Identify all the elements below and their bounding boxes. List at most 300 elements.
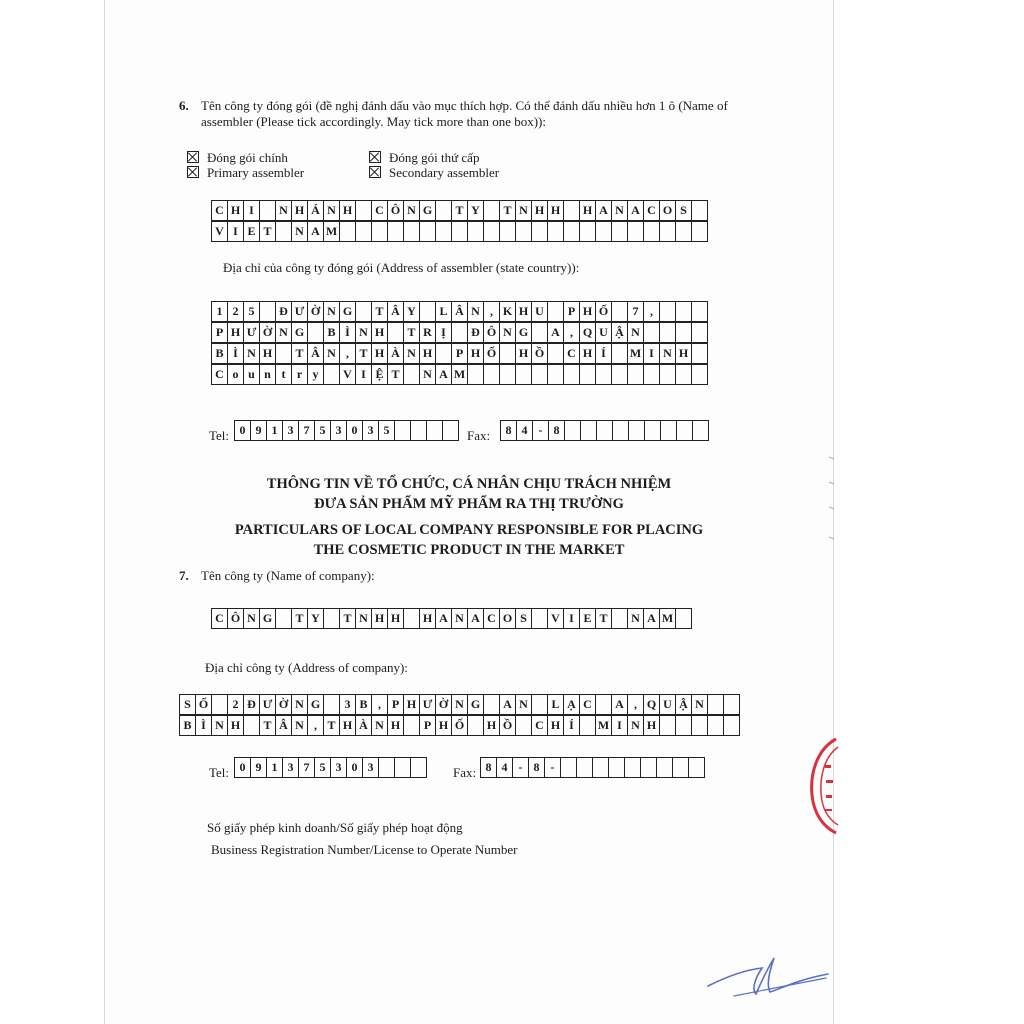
char-cell: - [544,757,561,778]
char-cell: Đ [467,322,484,343]
char-cell: O [499,608,516,629]
char-cell [644,420,661,441]
char-cell: H [675,343,692,364]
char-cell: I [643,343,660,364]
char-cell: T [499,200,516,221]
char-cell [675,221,692,242]
section-7-number: 7. [179,568,189,583]
heading-en-line2: THE COSMETIC PRODUCT IN THE MARKET [313,542,625,558]
char-cell [531,608,548,629]
char-cell: Ồ [499,715,516,736]
char-cell [592,757,609,778]
assembler-address-row-4[interactable] [212,364,708,385]
checked-box-icon[interactable] [187,151,199,163]
char-cell [410,420,427,441]
char-cell: 0 [234,757,251,778]
char-cell: , [643,301,660,322]
char-cell [595,221,612,242]
char-cell: Ô [387,200,404,221]
char-cell: N [627,608,644,629]
char-cell: E [579,608,596,629]
char-cell [451,221,468,242]
char-cell: B [355,694,372,715]
company-address-label: Địa chỉ công ty (Address of company): [205,660,408,675]
char-cell: T [323,715,340,736]
char-cell: H [387,608,404,629]
char-cell: H [483,715,500,736]
char-cell: N [355,322,372,343]
char-cell: t [275,364,292,385]
char-cell: N [451,608,468,629]
primary-assembler-option-en[interactable]: Primary assembler [187,165,304,181]
char-cell: I [611,715,628,736]
char-cell [483,364,500,385]
char-cell [611,364,628,385]
char-cell [547,301,564,322]
char-cell [723,715,740,736]
char-cell: H [291,200,308,221]
char-cell [371,221,388,242]
char-cell: T [291,608,308,629]
char-cell: 9 [250,420,267,441]
char-cell: C [211,608,228,629]
char-cell: P [563,301,580,322]
char-cell: 7 [298,420,315,441]
char-cell: 8 [528,757,545,778]
char-cell: H [371,608,388,629]
char-cell: H [403,694,420,715]
assembler-address-row-3[interactable] [212,343,708,364]
char-cell: B [211,343,228,364]
char-cell: Ờ [259,322,276,343]
char-cell [611,221,628,242]
company-address-row-2[interactable] [180,715,740,736]
char-cell [595,694,612,715]
char-cell: N [211,715,228,736]
char-cell [323,608,340,629]
char-cell: , [339,343,356,364]
char-cell: N [323,301,340,322]
char-cell [611,608,628,629]
section-7-title: Tên công ty (Name of company): [201,568,375,583]
primary-assembler-option[interactable]: Đóng gói chính [187,150,288,166]
char-cell: Ậ [675,694,692,715]
char-cell: M [451,364,468,385]
license-label-vi: Số giấy phép kinh doanh/Số giấy phép hoạt động [207,820,463,835]
char-cell: Â [387,301,404,322]
char-cell: Y [307,608,324,629]
assembler-name-row-2[interactable] [212,221,708,242]
char-cell [595,364,612,385]
company-tel-field[interactable] [235,757,427,778]
char-cell: r [291,364,308,385]
char-cell [426,420,443,441]
char-cell [339,221,356,242]
char-cell: Ị [435,322,452,343]
char-cell: N [355,608,372,629]
char-cell [659,715,676,736]
char-cell: Ư [243,322,260,343]
char-cell: N [627,715,644,736]
char-cell: N [515,200,532,221]
assembler-tel-field[interactable] [235,420,459,441]
char-cell: N [371,715,388,736]
char-cell: A [627,200,644,221]
char-cell: , [563,322,580,343]
char-cell [627,364,644,385]
assembler-tel-label: Tel: [209,428,230,443]
char-cell: P [419,715,436,736]
char-cell: H [547,200,564,221]
char-cell: 1 [266,420,283,441]
char-cell: 3 [330,420,347,441]
section-6-title-line2: assembler (Please tick accordingly. May tick more than one box)): [201,114,546,129]
checked-box-icon[interactable] [187,166,199,178]
section-6-title-line1: Tên công ty đóng gói (đề nghị đánh dấu vào mục thích hợp. Có thể đánh dấu nhiều hơn 1 ô (Name of [201,98,728,113]
char-cell [612,420,629,441]
char-cell: 8 [480,757,497,778]
char-cell [691,364,708,385]
char-cell [355,221,372,242]
char-cell: G [515,322,532,343]
char-cell: T [259,715,276,736]
char-cell: 0 [234,420,251,441]
assembler-fax-field[interactable] [501,420,709,441]
char-cell [419,301,436,322]
char-cell: N [291,694,308,715]
char-cell [560,757,577,778]
char-cell [378,757,395,778]
char-cell: C [531,715,548,736]
char-cell: H [515,301,532,322]
company-fax-field[interactable] [481,757,705,778]
char-cell [547,364,564,385]
char-cell: H [515,343,532,364]
char-cell: S [515,608,532,629]
char-cell: 3 [339,694,356,715]
char-cell: H [371,322,388,343]
char-cell: H [339,200,356,221]
char-cell: M [323,221,340,242]
char-cell [672,757,689,778]
char-cell: H [419,343,436,364]
char-cell [707,715,724,736]
edge-marks-icon [826,452,836,572]
char-cell: H [579,343,596,364]
char-cell [656,757,673,778]
char-cell: H [227,715,244,736]
char-cell [387,221,404,242]
char-cell: C [211,200,228,221]
char-cell: N [243,608,260,629]
char-cell [515,364,532,385]
char-cell: Ố [195,694,212,715]
char-cell [499,221,516,242]
char-cell: , [483,301,500,322]
char-cell [307,322,324,343]
char-cell: N [611,200,628,221]
char-cell [611,301,628,322]
char-cell [515,221,532,242]
char-cell: N [243,343,260,364]
char-cell [707,694,724,715]
char-cell: Ờ [275,694,292,715]
char-cell: A [435,608,452,629]
char-cell: N [403,200,420,221]
char-cell [419,221,436,242]
char-cell [435,343,452,364]
char-cell: Ồ [531,343,548,364]
signature-icon [704,950,834,1005]
char-cell: N [499,322,516,343]
assembler-name-row-1[interactable] [212,200,708,221]
char-cell: H [547,715,564,736]
char-cell [211,694,228,715]
char-cell: 7 [627,301,644,322]
char-cell [403,715,420,736]
char-cell: H [579,200,596,221]
char-cell [531,221,548,242]
char-cell [451,322,468,343]
char-cell: Ư [291,301,308,322]
char-cell [275,343,292,364]
assembler-address-row-2[interactable] [212,322,708,343]
char-cell: 2 [227,694,244,715]
char-cell [579,221,596,242]
char-cell: 9 [250,757,267,778]
char-cell: C [483,608,500,629]
char-cell: Ư [419,694,436,715]
char-cell [691,221,708,242]
char-cell: u [243,364,260,385]
char-cell: N [291,715,308,736]
char-cell [387,322,404,343]
char-cell: T [291,343,308,364]
company-address-row-1[interactable] [180,694,740,715]
char-cell: Y [467,200,484,221]
char-cell: H [387,715,404,736]
char-cell [579,715,596,736]
char-cell [675,715,692,736]
char-cell: Đ [243,694,260,715]
char-cell: 5 [314,757,331,778]
char-cell: G [291,322,308,343]
char-cell [580,420,597,441]
char-cell [483,200,500,221]
char-cell [643,322,660,343]
char-cell: , [627,694,644,715]
char-cell: U [531,301,548,322]
char-cell: Ì [339,322,356,343]
char-cell [675,608,692,629]
red-stamp-icon [806,735,840,835]
char-cell: Ì [227,343,244,364]
assembler-address-row-1[interactable] [212,301,708,322]
char-cell: H [579,301,596,322]
char-cell: 3 [362,757,379,778]
char-cell: Q [643,694,660,715]
company-name-row[interactable] [212,608,692,629]
char-cell [675,301,692,322]
assembler-address-label: Địa chỉ của công ty đóng gói (Address of assembler (state country)): [223,260,580,275]
char-cell: N [291,221,308,242]
char-cell: - [532,420,549,441]
char-cell: T [355,343,372,364]
char-cell: Q [579,322,596,343]
char-cell: H [467,343,484,364]
char-cell [394,757,411,778]
char-cell: 8 [548,420,565,441]
char-cell [691,343,708,364]
char-cell [692,420,709,441]
char-cell: P [211,322,228,343]
char-cell [676,420,693,441]
char-cell: T [339,608,356,629]
char-cell: À [387,343,404,364]
char-cell: 1 [266,757,283,778]
char-cell: B [179,715,196,736]
char-cell: N [323,343,340,364]
char-cell [624,757,641,778]
char-cell: U [659,694,676,715]
char-cell: N [451,694,468,715]
char-cell: T [371,301,388,322]
char-cell: G [467,694,484,715]
heading-en-line1: PARTICULARS OF LOCAL COMPANY RESPONSIBLE FOR PLACING [234,522,704,538]
char-cell: Y [403,301,420,322]
char-cell: A [467,608,484,629]
char-cell: 3 [330,757,347,778]
assembler-fax-label: Fax: [467,428,491,443]
char-cell [691,322,708,343]
char-cell [394,420,411,441]
char-cell: Ư [259,694,276,715]
char-cell: B [323,322,340,343]
char-cell: T [259,221,276,242]
char-cell: I [243,200,260,221]
company-tel-label: Tel: [209,765,230,780]
char-cell [643,364,660,385]
char-cell: M [659,608,676,629]
char-cell: C [643,200,660,221]
heading-vi-line2: ĐƯA SẢN PHẨM MỸ PHẨM RA THỊ TRƯỜNG [314,496,624,512]
license-label-en: Business Registration Number/License to Operate Number [211,842,518,857]
char-cell [442,420,459,441]
secondary-assembler-option-en[interactable]: Secondary assembler [369,165,499,181]
char-cell: H [531,200,548,221]
char-cell: 7 [298,757,315,778]
char-cell [564,420,581,441]
char-cell [323,694,340,715]
char-cell: Ì [195,715,212,736]
char-cell [576,757,593,778]
char-cell [499,364,516,385]
char-cell: N [627,322,644,343]
char-cell [483,694,500,715]
char-cell: N [691,694,708,715]
char-cell: Á [307,200,324,221]
char-cell [243,715,260,736]
char-cell: A [643,608,660,629]
char-cell: A [547,322,564,343]
char-cell: S [675,200,692,221]
char-cell [403,608,420,629]
char-cell: Ờ [307,301,324,322]
char-cell [659,322,676,343]
char-cell: N [515,694,532,715]
char-cell: Í [595,343,612,364]
char-cell: H [259,343,276,364]
char-cell [596,420,613,441]
char-cell: H [435,715,452,736]
char-cell: I [355,364,372,385]
char-cell: A [435,364,452,385]
char-cell: 3 [282,757,299,778]
char-cell: Ậ [611,322,628,343]
char-cell [403,221,420,242]
document-page [104,0,834,1024]
char-cell [531,694,548,715]
char-cell [691,715,708,736]
char-cell: V [547,608,564,629]
char-cell [275,608,292,629]
char-cell: 1 [211,301,228,322]
char-cell [515,715,532,736]
char-cell: P [451,343,468,364]
char-cell [467,715,484,736]
char-cell [355,200,372,221]
char-cell [675,322,692,343]
char-cell: I [563,608,580,629]
char-cell: A [595,200,612,221]
char-cell: R [419,322,436,343]
char-cell [628,420,645,441]
secondary-assembler-option[interactable]: Đóng gói thứ cấp [369,150,479,166]
char-cell: G [419,200,436,221]
char-cell [643,221,660,242]
char-cell: Ệ [371,364,388,385]
char-cell: A [611,694,628,715]
char-cell [547,221,564,242]
char-cell: Í [563,715,580,736]
char-cell: 0 [346,757,363,778]
char-cell: 0 [346,420,363,441]
char-cell: N [275,322,292,343]
char-cell: O [659,200,676,221]
char-cell [608,757,625,778]
char-cell: H [643,715,660,736]
char-cell [675,364,692,385]
char-cell: Ạ [563,694,580,715]
char-cell: Ờ [435,694,452,715]
char-cell: P [387,694,404,715]
char-cell [688,757,705,778]
char-cell: Ố [451,715,468,736]
char-cell: L [547,694,564,715]
char-cell: H [227,200,244,221]
checked-box-icon[interactable] [369,166,381,178]
char-cell: K [499,301,516,322]
char-cell: T [387,364,404,385]
char-cell: N [323,200,340,221]
char-cell: 8 [500,420,517,441]
char-cell [640,757,657,778]
char-cell [355,301,372,322]
checked-box-icon[interactable] [369,151,381,163]
char-cell [483,221,500,242]
char-cell: G [307,694,324,715]
char-cell [691,200,708,221]
